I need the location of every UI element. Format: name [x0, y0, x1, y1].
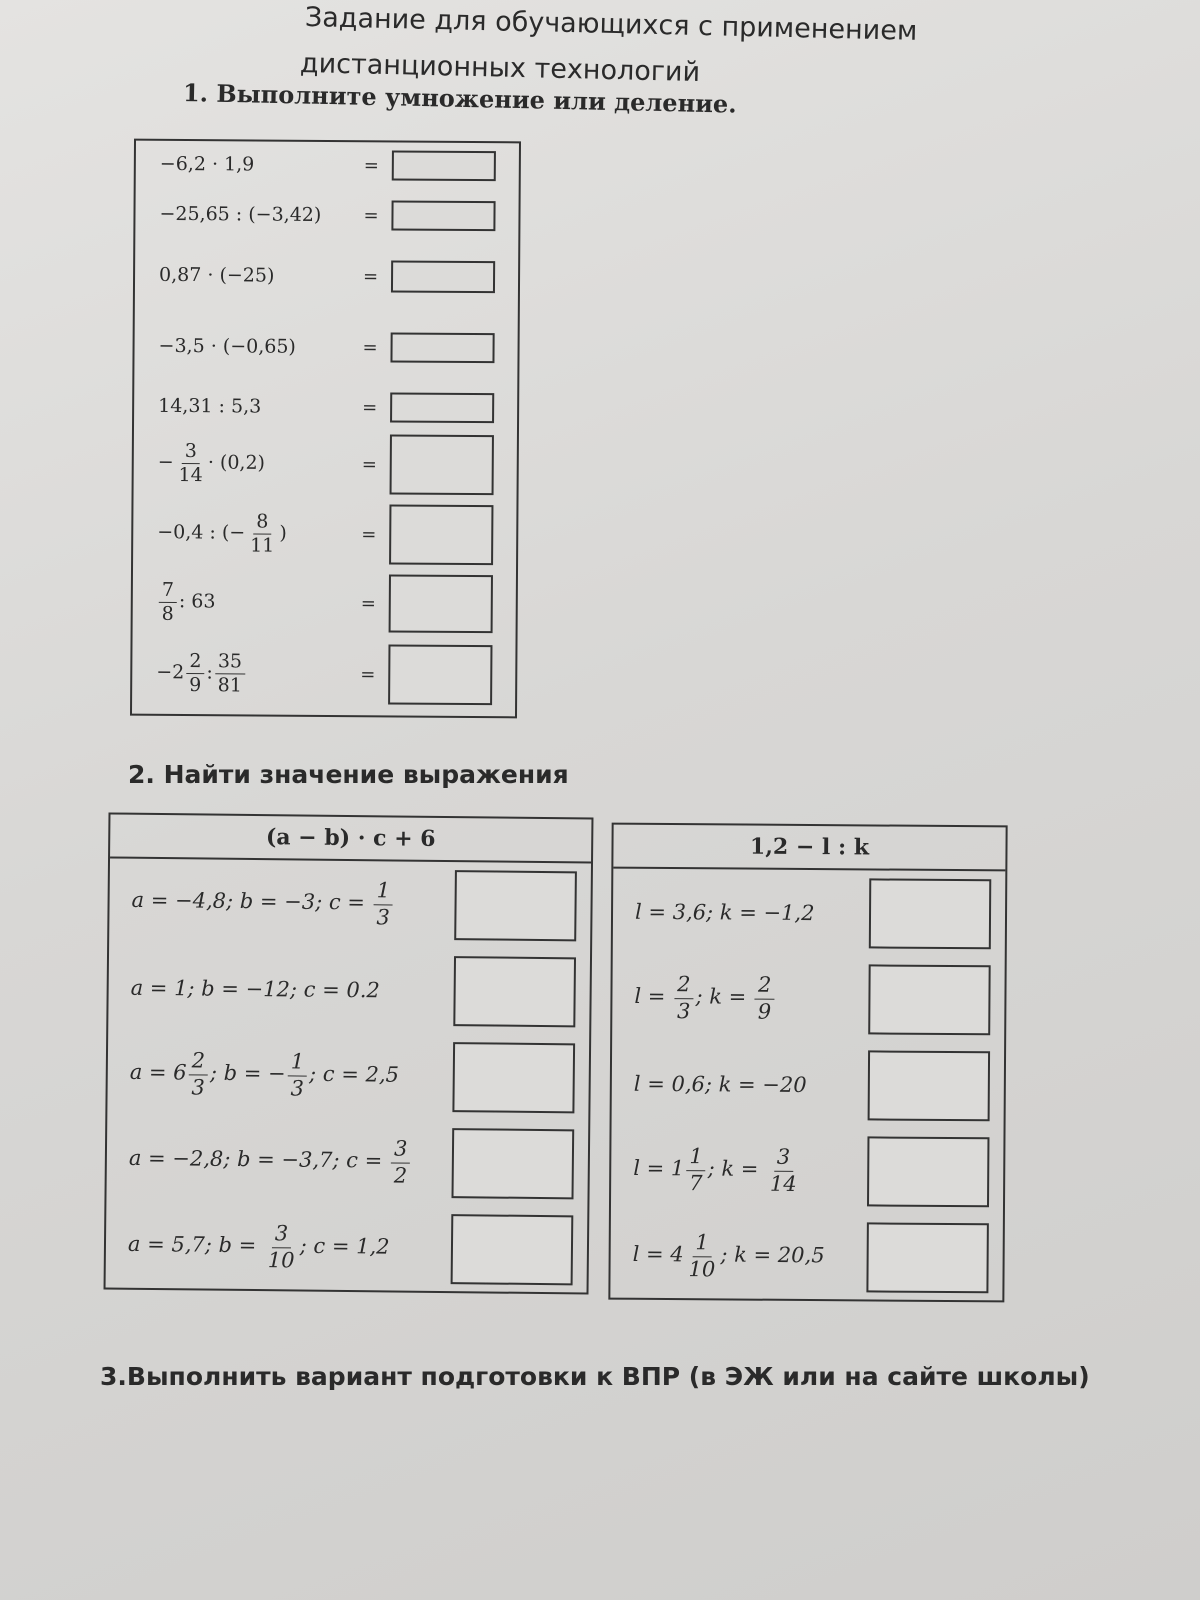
expr-text: −0,4 : (− — [157, 520, 246, 544]
table-row — [612, 1041, 1005, 1130]
left-table-rows — [106, 858, 591, 1293]
denominator: 14 — [178, 463, 203, 486]
denominator: 81 — [217, 673, 242, 696]
expr-text: 0,87 · (−25) — [158, 263, 275, 287]
expr-text: ; c = 2,5 — [308, 1062, 400, 1088]
equals-sign: = — [362, 265, 379, 287]
denominator: 2 — [393, 1162, 408, 1188]
fraction — [159, 579, 177, 626]
table-row — [612, 955, 1005, 1044]
fraction — [685, 1230, 718, 1282]
expr-text: a = 6 — [129, 1060, 187, 1085]
expression — [632, 1230, 824, 1283]
expr-text: ; b = − — [209, 1061, 286, 1086]
answer-box[interactable] — [389, 504, 493, 565]
expr-text: 14,31 : 5,3 — [158, 394, 262, 418]
numerator: 3 — [391, 1137, 411, 1163]
answer-box[interactable] — [867, 1136, 989, 1207]
fraction — [215, 650, 246, 697]
fraction — [674, 972, 694, 1024]
answer-box[interactable] — [454, 870, 577, 941]
table-row — [610, 1213, 1003, 1302]
numerator: 1 — [288, 1050, 308, 1076]
answer-box[interactable] — [390, 392, 494, 423]
equals-sign: = — [362, 396, 378, 418]
task1-heading: 1. Выполните умножение или деление. — [182, 78, 737, 119]
numerator: 2 — [189, 1049, 209, 1075]
numerator: 3 — [272, 1222, 292, 1248]
expression — [159, 203, 321, 226]
numerator: 3 — [774, 1145, 794, 1171]
fraction — [686, 1144, 706, 1196]
denominator: 9 — [757, 999, 772, 1024]
expr-text: l = 1 — [633, 1156, 685, 1181]
answer-box[interactable] — [868, 964, 990, 1035]
numerator: 2 — [186, 650, 204, 674]
expr-text: ; k = — [695, 984, 754, 1010]
expr-text: l = 3,6; k = −1,2 — [634, 899, 815, 926]
answer-box[interactable] — [451, 1214, 574, 1285]
table-row — [107, 1030, 589, 1121]
expression — [131, 876, 395, 930]
equals-sign: = — [362, 336, 378, 358]
expression — [157, 579, 216, 626]
table-row — [136, 149, 519, 182]
expr-text: ) — [279, 521, 287, 544]
expr-text: l = 4 — [632, 1242, 684, 1267]
page-title-line1: Задание для обучающихся с применением — [304, 2, 918, 47]
task2-right-table — [608, 823, 1007, 1303]
expr-text: a = 5,7; b = — [127, 1232, 264, 1258]
expression — [128, 1220, 390, 1274]
table-row — [134, 433, 517, 496]
expr-text: l = — [634, 984, 673, 1009]
expression — [634, 1072, 807, 1097]
task2-heading: 2. Найти значение выражения — [128, 760, 569, 789]
expr-text: −6,2 · 1,9 — [159, 152, 255, 176]
answer-box[interactable] — [388, 644, 492, 705]
expression — [158, 440, 266, 487]
expr-text: a = −4,8; b = −3; c = — [131, 888, 372, 915]
numerator: 8 — [253, 510, 271, 534]
table-row — [106, 1202, 588, 1293]
answer-box[interactable] — [389, 574, 493, 633]
equals-sign: = — [361, 453, 377, 475]
table-row — [109, 858, 591, 949]
expr-text: ; k = 20,5 — [720, 1242, 825, 1268]
expr-text: −2 — [156, 660, 185, 684]
expression — [159, 264, 275, 287]
answer-box[interactable] — [392, 150, 496, 181]
expression — [156, 650, 247, 697]
equals-sign: = — [360, 592, 376, 614]
expr-text: ; k = — [707, 1156, 766, 1182]
expression — [634, 972, 776, 1024]
expression — [635, 900, 815, 925]
fraction — [767, 1145, 800, 1197]
numerator: 1 — [686, 1144, 706, 1170]
denominator: 3 — [376, 904, 390, 929]
fraction — [391, 1137, 411, 1189]
expression — [160, 153, 255, 176]
denominator: 10 — [688, 1256, 716, 1281]
answer-box[interactable] — [390, 434, 494, 495]
numerator: 2 — [674, 972, 694, 998]
numerator: 35 — [215, 650, 245, 674]
denominator: 3 — [191, 1074, 205, 1099]
fraction — [265, 1221, 298, 1273]
expression — [129, 1134, 413, 1188]
expr-text: −25,65 : (−3,42) — [159, 202, 322, 226]
denominator: 14 — [769, 1171, 797, 1196]
table-row — [135, 199, 518, 232]
table-row — [133, 503, 516, 566]
fraction — [755, 973, 775, 1025]
expr-text: · (0,2) — [207, 451, 266, 474]
equals-sign: = — [363, 154, 380, 176]
expr-text: l = 0,6; k = −20 — [633, 1071, 807, 1097]
equals-sign: = — [363, 204, 379, 226]
table-row — [134, 331, 517, 364]
fraction — [186, 650, 204, 697]
table-row — [613, 869, 1006, 958]
expr-text: − — [157, 450, 174, 473]
numerator: 2 — [755, 973, 775, 999]
right-table-header: 1,2 − l : k — [613, 825, 1005, 872]
answer-box[interactable] — [453, 956, 576, 1027]
denominator: 3 — [676, 998, 691, 1023]
numerator: 1 — [692, 1231, 712, 1257]
expression — [633, 1144, 802, 1197]
answer-box[interactable] — [390, 332, 494, 363]
answer-box[interactable] — [391, 260, 495, 293]
denominator: 7 — [689, 1170, 703, 1195]
fraction — [287, 1050, 307, 1102]
denominator: 10 — [267, 1247, 295, 1272]
answer-box[interactable] — [451, 1128, 574, 1199]
task2-left-table — [104, 812, 594, 1294]
expr-text: : 63 — [178, 589, 216, 613]
table-row — [106, 1116, 588, 1207]
expr-text: a = 1; b = −12; c = 0.2 — [130, 975, 380, 1003]
expression — [157, 510, 287, 557]
table-row — [135, 259, 518, 294]
expression — [158, 335, 295, 358]
table-row — [108, 944, 590, 1035]
equals-sign: = — [361, 523, 377, 545]
denominator: 11 — [250, 533, 275, 557]
fraction — [373, 879, 393, 931]
denominator: 9 — [189, 673, 202, 696]
expr-text: −3,5 · (−0,65) — [158, 334, 296, 358]
numerator: 1 — [374, 879, 394, 905]
expr-text: ; c = 1,2 — [299, 1234, 390, 1259]
numerator: 3 — [182, 440, 200, 464]
table-row — [133, 573, 516, 634]
fraction — [176, 440, 207, 487]
answer-box[interactable] — [866, 1222, 988, 1293]
expression — [131, 976, 380, 1003]
answer-box[interactable] — [391, 200, 495, 231]
equals-sign: = — [360, 663, 376, 685]
expression — [158, 395, 261, 418]
expr-text: : — [206, 661, 213, 684]
answer-box[interactable] — [869, 878, 991, 949]
page-title-line2: дистанционных технологий — [299, 48, 701, 89]
expression — [130, 1048, 400, 1102]
table-row — [134, 391, 517, 424]
fraction — [188, 1049, 208, 1101]
denominator: 3 — [290, 1075, 305, 1101]
numerator: 7 — [159, 579, 177, 603]
denominator: 8 — [161, 602, 174, 625]
answer-box[interactable] — [452, 1042, 575, 1113]
left-table-header: (a − b) · c + 6 — [110, 814, 591, 863]
answer-box[interactable] — [868, 1050, 990, 1121]
task3-heading: 3.Выполнить вариант подготовки к ВПР (в ЭЖ или на сайте школы) — [100, 1362, 1090, 1391]
task1-table — [130, 139, 521, 719]
table-row — [611, 1127, 1004, 1216]
fraction — [247, 510, 278, 557]
expr-text: a = −2,8; b = −3,7; c = — [128, 1146, 390, 1173]
table-row — [132, 643, 515, 706]
right-table-rows — [610, 869, 1005, 1302]
